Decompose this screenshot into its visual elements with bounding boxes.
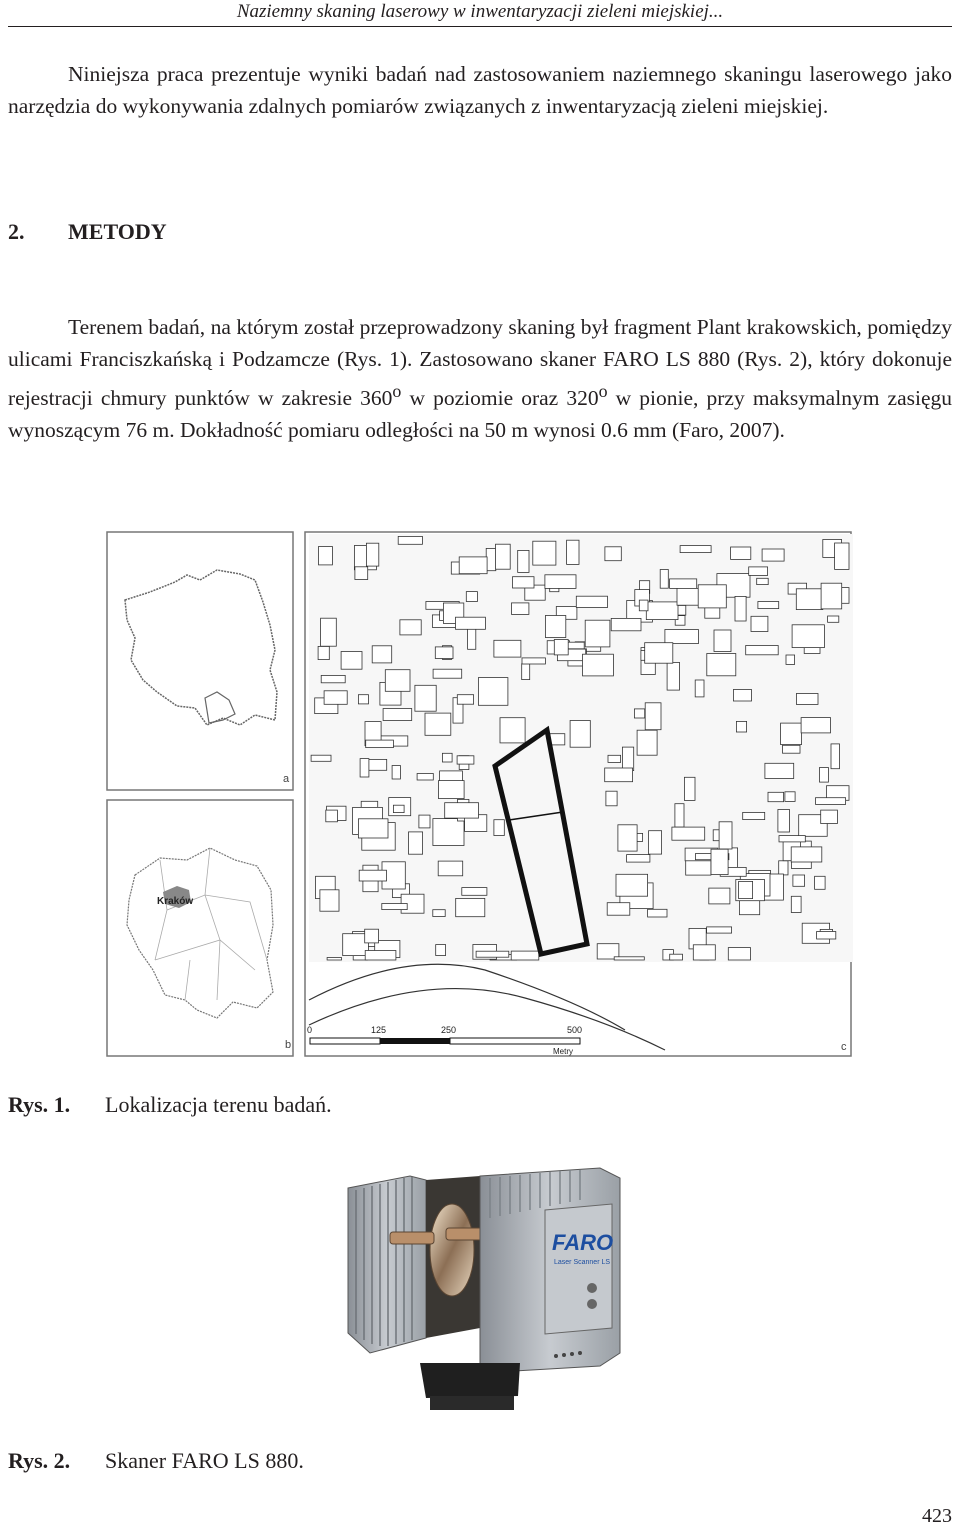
map-building-block: [462, 888, 487, 896]
map-building-block: [466, 592, 477, 602]
map-building-block: [639, 600, 648, 611]
map-building-block: [793, 875, 805, 886]
map-building-block: [670, 579, 697, 589]
map-building-block: [321, 675, 345, 682]
map-building-block: [735, 596, 746, 621]
map-building-block: [366, 543, 378, 566]
map-building-block: [583, 654, 614, 676]
location-figure: [105, 530, 853, 1058]
map-building-block: [360, 759, 369, 777]
map-building-block: [698, 585, 726, 608]
running-title: Naziemny skaning laserowy w inwentaryzacji zieleni miejskiej...: [236, 1, 724, 22]
degree-superscript-2: o: [598, 381, 608, 401]
map-building-block: [749, 567, 768, 576]
map-building-block: [684, 777, 695, 800]
map-building-block: [366, 740, 394, 748]
map-building-block: [779, 861, 788, 875]
map-building-block: [545, 616, 565, 638]
map-building-block: [778, 810, 790, 833]
map-building-block: [816, 798, 846, 805]
map-building-block: [605, 768, 633, 782]
methods-paragraph: [8, 311, 952, 446]
map-building-block: [355, 567, 368, 580]
map-building-block: [438, 861, 463, 876]
section-title: METODY: [68, 219, 167, 244]
map-building-block: [751, 616, 768, 631]
map-building-block: [616, 874, 648, 896]
map-building-block: [791, 847, 822, 862]
map-building-block: [670, 954, 683, 960]
figure2-caption-text: Skaner FARO LS 880.: [105, 1448, 304, 1473]
map-building-block: [476, 951, 509, 957]
map-building-block: [500, 718, 525, 743]
map-building-block: [382, 904, 407, 910]
map-building-block: [440, 771, 463, 782]
scanner-model-label: Laser Scanner LS: [554, 1259, 611, 1266]
map-building-block: [409, 832, 423, 854]
map-building-block: [372, 646, 392, 663]
figure2-caption-label: Rys. 2.: [8, 1448, 71, 1473]
map-building-block: [570, 721, 590, 748]
map-building-block: [728, 948, 750, 960]
map-building-block: [786, 655, 795, 664]
map-building-block: [496, 544, 511, 569]
map-building-block: [646, 602, 678, 620]
map-building-block: [442, 753, 452, 762]
map-building-block: [815, 876, 826, 889]
krakow-label: Kraków: [157, 896, 194, 907]
map-building-block: [645, 703, 661, 730]
map-building-block: [393, 805, 404, 812]
map-building-block: [425, 713, 451, 735]
map-building-block: [709, 888, 730, 904]
map-building-block: [468, 628, 476, 649]
map-building-block: [645, 643, 673, 664]
map-building-block: [518, 550, 529, 572]
scale-tick-500: 500: [567, 1025, 583, 1035]
section-number: 2.: [8, 219, 25, 244]
running-header: [8, 0, 952, 27]
map-building-block: [622, 747, 633, 771]
map-building-block: [719, 822, 732, 849]
figure1-caption-label: Rys. 1.: [8, 1092, 71, 1117]
map-building-block: [660, 570, 668, 589]
map-building-block: [796, 589, 823, 610]
map-building-block: [533, 541, 556, 565]
scale-unit: Metry: [553, 1047, 573, 1056]
map-building-block: [486, 548, 496, 570]
methods-text-part2: w poziomie oraz 320: [401, 386, 599, 411]
scale-tick-125: 125: [371, 1025, 387, 1035]
map-building-block: [457, 695, 473, 705]
map-building-block: [311, 755, 331, 761]
map-building-block: [554, 640, 568, 655]
map-building-block: [736, 721, 746, 732]
map-building-block: [739, 881, 753, 898]
map-building-block: [821, 810, 838, 823]
scanner-photo: [330, 1158, 632, 1416]
panel-a-frame: [107, 532, 293, 790]
map-building-block: [801, 718, 830, 733]
map-building-block: [576, 596, 607, 607]
map-building-block: [433, 819, 464, 846]
map-building-block: [365, 929, 379, 943]
map-building-block: [817, 932, 836, 940]
map-building-block: [383, 709, 412, 721]
map-building-block: [746, 646, 779, 655]
map-building-block: [398, 536, 422, 544]
map-building-block: [494, 820, 504, 836]
map-building-block: [511, 951, 539, 960]
map-building-block: [634, 709, 644, 718]
map-building-block: [743, 812, 765, 819]
panel-b-frame: [107, 800, 293, 1056]
map-building-block: [820, 768, 829, 783]
scale-tick-0: 0: [307, 1025, 313, 1035]
methods-text: [8, 311, 952, 446]
map-building-block: [445, 803, 479, 818]
map-building-block: [567, 540, 579, 564]
map-building-block: [607, 903, 630, 916]
degree-superscript-1: o: [392, 381, 402, 401]
map-building-block: [392, 766, 400, 780]
map-building-block: [828, 616, 839, 622]
map-building-block: [707, 927, 732, 933]
map-building-block: [627, 855, 650, 863]
map-building-block: [435, 647, 453, 659]
map-building-block: [792, 625, 824, 648]
figure1-caption: [8, 1090, 332, 1120]
map-building-block: [359, 870, 386, 881]
map-building-block: [675, 804, 684, 827]
map-building-block: [318, 646, 329, 659]
map-building-block: [478, 678, 508, 706]
map-building-block: [648, 909, 667, 917]
section-heading: [8, 216, 167, 248]
map-building-block: [417, 774, 433, 781]
map-building-block: [415, 685, 436, 711]
map-building-block: [821, 583, 842, 609]
map-building-block: [459, 557, 487, 574]
map-building-block: [400, 620, 421, 635]
map-building-block: [667, 662, 679, 690]
map-building-block: [796, 694, 818, 705]
map-building-block: [665, 630, 699, 644]
intro-paragraph: [8, 58, 952, 122]
panel-c-label: c: [841, 1041, 847, 1053]
map-building-block: [733, 690, 751, 702]
panel-b-label: b: [285, 1039, 292, 1051]
map-building-block: [783, 745, 801, 753]
map-building-block: [585, 620, 610, 647]
map-building-block: [672, 827, 705, 840]
map-building-block: [695, 680, 704, 697]
map-building-block: [758, 602, 779, 609]
panel-a-label: a: [283, 773, 290, 785]
map-building-block: [456, 898, 485, 916]
map-building-block: [611, 618, 641, 630]
map-building-block: [512, 603, 529, 615]
map-building-block: [765, 763, 794, 778]
map-building-block: [606, 791, 617, 806]
map-building-block: [324, 691, 347, 705]
map-building-block: [791, 896, 801, 912]
map-building-block: [711, 849, 728, 874]
figure2-caption: [8, 1446, 304, 1476]
map-building-block: [707, 654, 736, 676]
map-building-block: [680, 546, 711, 553]
map-building-block: [321, 618, 337, 646]
map-building-block: [457, 756, 474, 764]
map-building-block: [494, 640, 521, 657]
map-building-block: [781, 723, 802, 745]
map-building-block: [326, 810, 338, 822]
map-building-block: [785, 792, 795, 802]
map-building-block: [637, 730, 657, 755]
map-building-block: [649, 831, 662, 854]
map-building-block: [341, 652, 362, 670]
map-building-block: [618, 825, 637, 851]
map-building-block: [550, 734, 565, 745]
page-number: 423: [922, 1505, 952, 1527]
map-building-block: [762, 549, 784, 561]
methods-text-part1: Terenem badań, na którym został przeprowadzony skaning był fragment Plant krakowskich, pomiędzy ulicami Franciszkańską i Podzamcze (Rys. 1). Zastosowano skaner FARO LS 880 (Rys. 2), który dokonuje rejestracji chmury punktów w zakresie 360: [8, 315, 952, 411]
map-building-block: [319, 547, 333, 565]
map-building-block: [320, 890, 339, 911]
map-building-block: [327, 958, 341, 961]
map-building-block: [768, 792, 784, 801]
map-building-block: [365, 951, 396, 961]
map-building-block: [831, 744, 840, 769]
map-building-block: [757, 578, 769, 584]
intro-text: Niniejsza praca prezentuje wyniki badań nad zastosowaniem naziemnego skaningu laserowego jako narzędzia do wykonywania zdalnych pomiarów związanych z inwentaryzacją zieleni miejskiej.: [8, 62, 952, 118]
map-building-block: [385, 670, 410, 692]
map-building-block: [608, 755, 621, 762]
map-building-block: [522, 658, 545, 664]
map-building-block: [731, 547, 751, 559]
map-building-block: [714, 630, 731, 652]
map-building-block: [835, 543, 849, 569]
map-building-block: [456, 617, 486, 629]
methods-text-part3: w pionie, przy maksymalnym zasięgu wynoszącym 76 m. Dokładność pomiaru odległości na 50 m wynosi 0.6 mm (Faro, 2007).: [8, 386, 952, 443]
map-building-block: [545, 575, 576, 589]
scale-tick-250: 250: [441, 1025, 457, 1035]
map-building-block: [419, 815, 430, 828]
map-building-block: [779, 836, 805, 842]
map-building-block: [436, 945, 446, 956]
figure1-caption-text: Lokalizacja terenu badań.: [105, 1092, 332, 1117]
map-building-block: [693, 945, 715, 960]
map-building-block: [439, 781, 465, 799]
map-building-block: [614, 957, 644, 960]
map-building-block: [513, 577, 535, 588]
map-building-block: [433, 910, 445, 917]
map-building-block: [368, 759, 387, 770]
map-building-block: [605, 547, 621, 561]
map-building-block: [522, 664, 530, 680]
map-building-block: [358, 695, 368, 704]
map-building-block: [358, 819, 388, 838]
faro-logo: FARO: [552, 1230, 614, 1255]
map-building-block: [433, 669, 462, 678]
